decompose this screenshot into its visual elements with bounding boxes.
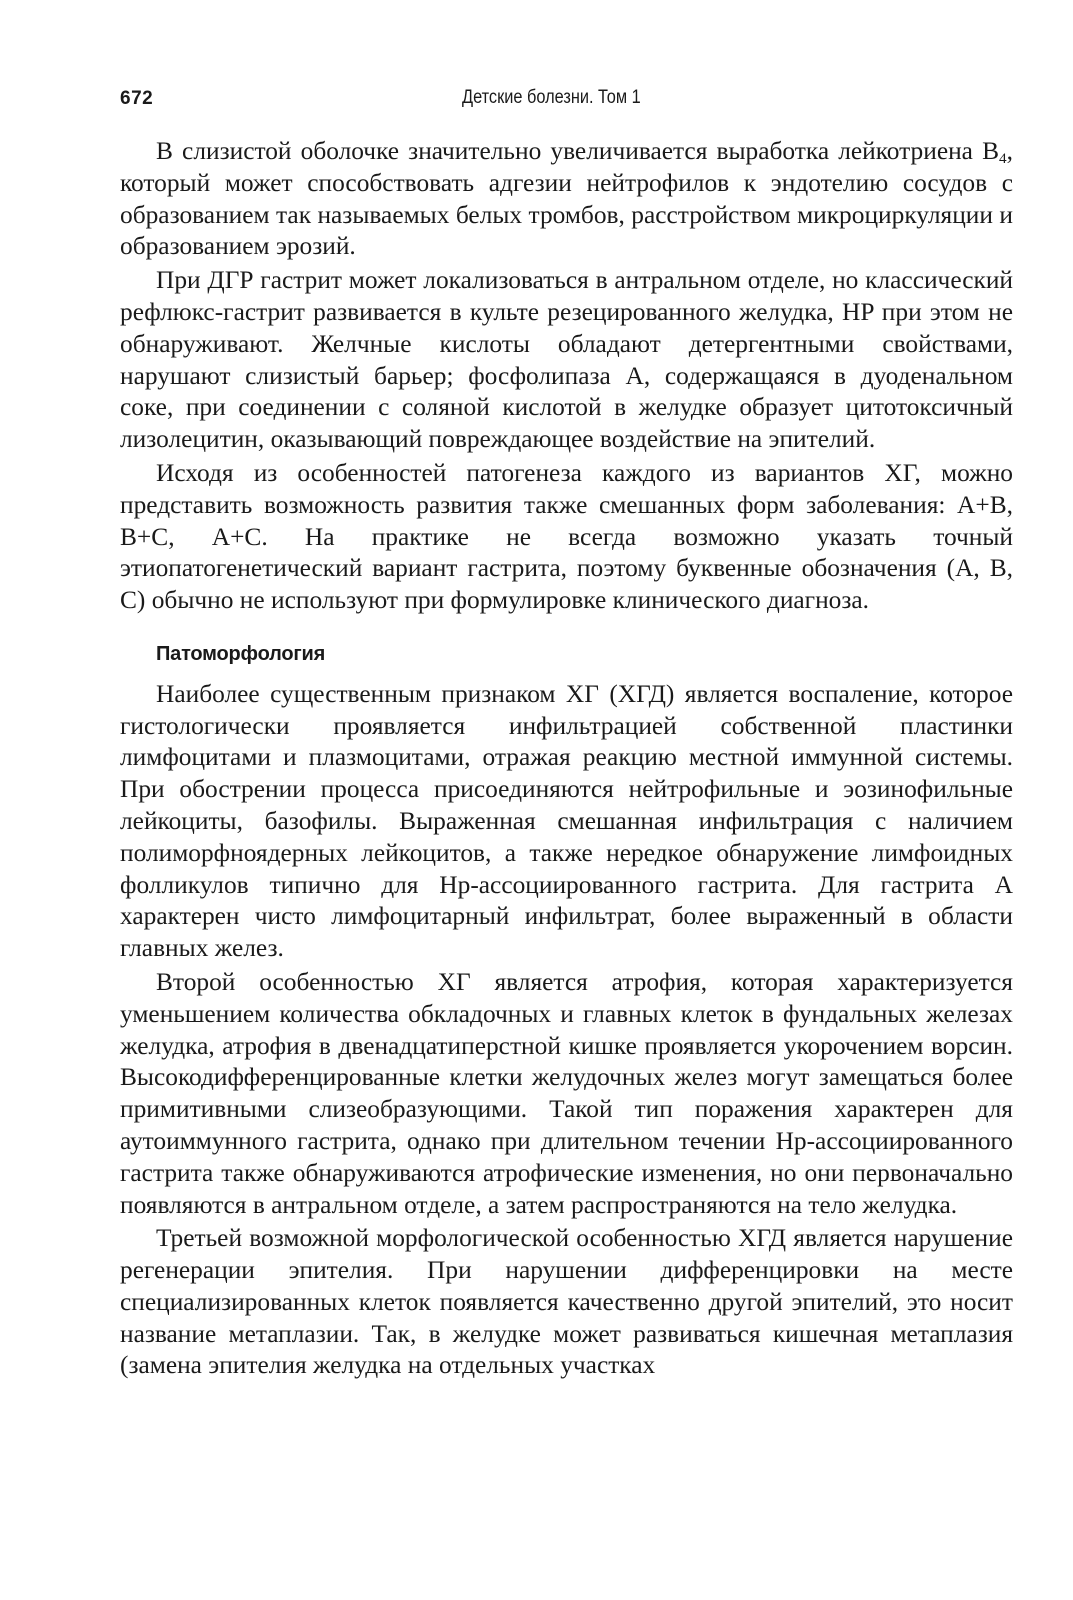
paragraph-metaplasia: Третьей возможной морфологической особенностью ХГД является нарушение регенерации эпителия. При нарушении дифференцировки на месте специализированных клеток появляется качественно другой эпителий, это носит название метаплазии. Так, в желудке может развиваться кишечная метаплазия (замена эпителия желудка на отдельных участках xyxy=(120,1224,1013,1380)
book-page xyxy=(120,80,1013,1382)
paragraph-text: , который может способствовать адгезии нейтрофилов к эндотелию сосудов с образованием так называемых белых тромбов, расстройством микроциркуляции и образованием эрозий. xyxy=(120,137,1013,261)
paragraph-inflammation: Наиболее существенным признаком ХГ (ХГД) является воспаление, которое гистологически проявляется инфильтрацией собственной пластинки лимфоцитами и плазмоцитами, отражая реакцию местной иммунной системы. При обострении процесса присоединяются нейтрофильные и эозинофильные лейкоциты, базофилы. Выраженная смешанная инфильтрация с наличием полиморфноядерных лейкоцитов, а также нередкое обнаружение лимфоидных фолликулов типично для Hp-ассоциированного гастрита. Для гастрита А характерен чисто лимфоцитарный инфильтрат, более выраженный в области главных желез. xyxy=(120,679,1013,963)
running-title: Детские болезни. Том 1 xyxy=(462,87,641,108)
running-head xyxy=(120,80,1013,120)
paragraph-reflux-gastritis: При ДГР гастрит может локализоваться в антральном отделе, но классический рефлюкс-гастрит развивается в культе резецированного желудка, HP при этом не обнаруживают. Желчные кислоты обладают детергентными свойствами, нарушают слизистый барьер; фосфолипаза А, содержащаяся в дуоденальном соке, при соединении с соляной кислотой в желудке образует цитотоксичный лизолецитин, оказывающий повреждающее воздействие на эпителий. xyxy=(120,266,1013,454)
paragraph-text: В слизистой оболочке значительно увеличивается выработка лейкотриена B xyxy=(156,137,1000,165)
subscript: 4 xyxy=(999,149,1007,167)
page-number: 672 xyxy=(120,88,154,109)
paragraph-mixed-forms: Исходя из особенностей патогенеза каждого из вариантов ХГ, можно представить возможность развития также смешанных форм заболевания: А+В, В+С, А+С. На практике не всегда возможно указать точный этиопатогенетический вариант гастрита, поэтому буквенные обозначения (А, В, С) обычно не используют при формулировке клинического диагноза. xyxy=(120,458,1013,615)
paragraph-leukotriene xyxy=(120,136,1013,263)
section-heading: Патоморфология xyxy=(156,642,326,665)
paragraph-atrophy: Второй особенностью ХГ является атрофия, которая характеризуется уменьшением количества обкладочных и главных клеток в фундальных железах желудка, атрофия в двенадцатиперстной кишке проявляется укорочением ворсин. Высокодифференцированные клетки желудочных желез могут замещаться более примитивными слизеобразующими. Такой тип поражения характерен для аутоиммунного гастрита, однако при длительном течении Hp-ассоциированного гастрита также обнаруживаются атрофические изменения, но они первоначально появляются в антральном отделе, а затем распространяются на тело желудка. xyxy=(120,967,1013,1219)
body-text xyxy=(120,136,1013,1382)
